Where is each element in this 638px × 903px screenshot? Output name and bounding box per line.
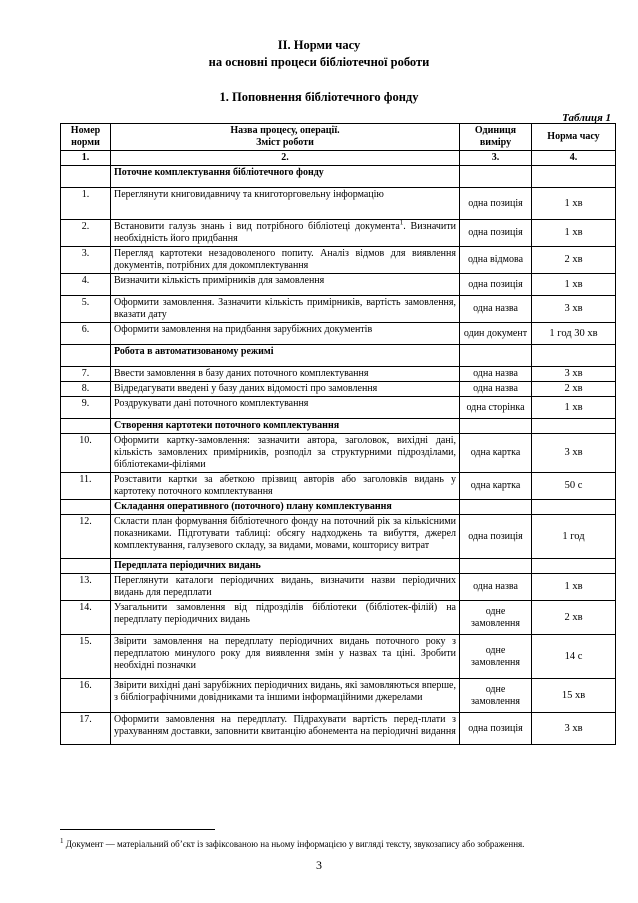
row-name-text: Звірити вихідні дані зарубіжних періодичних видань, які замовляються вперше, з бібліографічними довідниками та іншими інформаційними джерелами: [114, 680, 456, 703]
row-unit: одна назва: [460, 296, 532, 323]
row-unit: один документ: [460, 323, 532, 345]
row-time: 2 хв: [532, 601, 616, 635]
row-time: 3 хв: [532, 434, 616, 473]
section-empty-cell: [532, 559, 616, 574]
row-time: 3 хв: [532, 296, 616, 323]
table-label: Таблиця 1: [562, 112, 611, 124]
section-row: [61, 345, 616, 367]
row-number: 17.: [61, 713, 111, 745]
row-time: 50 с: [532, 473, 616, 500]
row-name-text: Оформити замовлення на придбання зарубіжних документів: [114, 324, 373, 335]
table-row: [61, 296, 616, 323]
header-unit: Одиниця виміру: [460, 124, 532, 151]
row-unit: одна картка: [460, 473, 532, 500]
row-number: 4.: [61, 274, 111, 296]
row-unit: одна позиція: [460, 713, 532, 745]
table-row: [61, 367, 616, 382]
row-unit: одна назва: [460, 367, 532, 382]
section-row: [61, 419, 616, 434]
column-number-4: 4.: [532, 151, 616, 166]
table-row: [61, 679, 616, 713]
header-name-line1: Назва процесу, операції.: [230, 125, 340, 136]
row-name: [111, 188, 460, 220]
header-name-line2: Зміст роботи: [256, 137, 314, 148]
section-row: [61, 166, 616, 188]
section-title-cell: Робота в автоматизованому режимі: [111, 345, 460, 367]
section-row: [61, 500, 616, 515]
row-name: [111, 473, 460, 500]
row-name-text: Звірити замовлення на передплату періодичних видань поточного року з передплатою минулого року для виявлення змін у назвах та ціні. Зробити необхідні позначки: [114, 636, 456, 671]
column-number-row: [61, 151, 616, 166]
table-row: [61, 713, 616, 745]
section-empty-cell: [532, 500, 616, 515]
row-name: [111, 367, 460, 382]
row-number: 10.: [61, 434, 111, 473]
table-row: [61, 574, 616, 601]
row-name-text: Оформити замовлення. Зазначити кількість примірників, вартість замовлення, вказати дату: [114, 297, 456, 320]
row-unit: одна позиція: [460, 188, 532, 220]
row-number: 3.: [61, 247, 111, 274]
row-name-text: Відредагувати введені у базу даних відомості про замовлення: [114, 383, 378, 394]
row-time: 2 хв: [532, 247, 616, 274]
row-name-text: Розставити картки за абеткою прізвищ авторів або заголовків видань у картотеку поточного комплектування: [114, 474, 456, 497]
footnote-reference: 1: [399, 218, 404, 227]
table-row: [61, 382, 616, 397]
row-number: 7.: [61, 367, 111, 382]
row-unit: одна позиція: [460, 220, 532, 247]
row-unit: одна назва: [460, 574, 532, 601]
row-name-text: Ввести замовлення в базу даних поточного комплектування: [114, 368, 369, 379]
footnote-divider: [60, 829, 215, 830]
row-unit: одна позиція: [460, 274, 532, 296]
row-time: 1 хв: [532, 574, 616, 601]
row-number: 14.: [61, 601, 111, 635]
row-name: [111, 635, 460, 679]
section-empty-cell: [460, 419, 532, 434]
table-row: [61, 434, 616, 473]
section-empty-cell: [460, 559, 532, 574]
section-title-cell: Передплата періодичних видань: [111, 559, 460, 574]
table-row: [61, 473, 616, 500]
column-number-1: 1.: [61, 151, 111, 166]
row-time: 14 с: [532, 635, 616, 679]
footnote-text: Документ — матеріальний об’єкт із зафіксованою на ньому інформацією у вигляді тексту, звукозапису або зображення.: [63, 839, 525, 849]
row-number: 11.: [61, 473, 111, 500]
table-row: [61, 323, 616, 345]
section-empty-cell: [532, 166, 616, 188]
footnote-mark: 1: [60, 837, 64, 845]
row-name: [111, 713, 460, 745]
table-row: [61, 188, 616, 220]
row-name: [111, 574, 460, 601]
row-unit: одне замовлення: [460, 601, 532, 635]
row-name: [111, 679, 460, 713]
row-unit: одне замовлення: [460, 635, 532, 679]
norms-table: [60, 123, 616, 745]
row-unit: одна позиція: [460, 515, 532, 559]
column-number-3: 3.: [460, 151, 532, 166]
header-number: Номер норми: [61, 124, 111, 151]
row-name: [111, 434, 460, 473]
row-name: [111, 397, 460, 419]
row-name-text: Переглянути книговидавничу та книготорговельну інформацію: [114, 189, 384, 200]
section-row: [61, 559, 616, 574]
header-time: Норма часу: [532, 124, 616, 151]
table-row: [61, 515, 616, 559]
row-unit: одна сторінка: [460, 397, 532, 419]
row-number: 6.: [61, 323, 111, 345]
row-name-text: Узагальнити замовлення від підрозділів бібліотеки (бібліотек-філій) на передплату періодичних видань: [114, 602, 456, 625]
section-empty-cell: [61, 500, 111, 515]
section-empty-cell: [61, 166, 111, 188]
chapter-title: ІІ. Норми часу: [277, 38, 361, 52]
section-empty-cell: [460, 345, 532, 367]
row-name-text: Встановити галузь знань і вид потрібного бібліотеці документа: [114, 221, 400, 232]
row-name-text: Оформити картку-замовлення: зазначити автора, заголовок, вихідні дані, кількість замовлених примірників, розподіл за структурними підрозділами, бібліотеками-філіями: [114, 435, 456, 470]
row-name: [111, 296, 460, 323]
row-name-text: Скласти план формування бібліотечного фонду на поточний рік за кількісними показниками. Підготувати таблиці: обсягу надходжень та вибуття, джерел комплектування, галузевого складу, за видами, мовами, кошторису витрат: [114, 516, 456, 551]
section-empty-cell: [61, 419, 111, 434]
table-header-row: [61, 124, 616, 151]
row-unit: одна назва: [460, 382, 532, 397]
row-number: 15.: [61, 635, 111, 679]
row-name: [111, 382, 460, 397]
section-empty-cell: [61, 345, 111, 367]
row-name: [111, 515, 460, 559]
section-title-cell: Поточне комплектування бібліотечного фонду: [111, 166, 460, 188]
row-number: 2.: [61, 220, 111, 247]
section-empty-cell: [460, 500, 532, 515]
row-number: 13.: [61, 574, 111, 601]
table-row: [61, 220, 616, 247]
page-number: 3: [316, 858, 322, 872]
row-number: 16.: [61, 679, 111, 713]
table-row: [61, 397, 616, 419]
row-number: 12.: [61, 515, 111, 559]
section-empty-cell: [460, 166, 532, 188]
row-time: 3 хв: [532, 713, 616, 745]
row-time: 1 год: [532, 515, 616, 559]
row-name-text: Оформити замовлення на передплату. Підрахувати вартість перед-плати з урахуванням доставки, заповнити квитанцію абонемента на періодичні видання: [114, 714, 456, 737]
row-number: 1.: [61, 188, 111, 220]
row-time: 3 хв: [532, 367, 616, 382]
row-name-text: Переглянути каталоги періодичних видань, визначити назви періодичних видань для передплати: [114, 575, 456, 598]
column-number-2: 2.: [111, 151, 460, 166]
row-name-text-continued: . Визначити необхідність його придбання: [114, 221, 456, 244]
row-number: 5.: [61, 296, 111, 323]
row-time: 15 хв: [532, 679, 616, 713]
row-name: [111, 220, 460, 247]
row-name: [111, 274, 460, 296]
table-row: [61, 247, 616, 274]
row-unit: одне замовлення: [460, 679, 532, 713]
header-name: [111, 124, 460, 151]
row-time: 1 хв: [532, 397, 616, 419]
section-empty-cell: [532, 345, 616, 367]
section-empty-cell: [61, 559, 111, 574]
row-time: 1 год 30 хв: [532, 323, 616, 345]
row-time: 2 хв: [532, 382, 616, 397]
row-unit: одна картка: [460, 434, 532, 473]
table-row: [61, 635, 616, 679]
footnote: [60, 836, 620, 850]
table-row: [61, 601, 616, 635]
row-name-text: Роздрукувати дані поточного комплектування: [114, 398, 309, 409]
section-title: 1. Поповнення бібліотечного фонду: [219, 90, 419, 104]
row-time: 1 хв: [532, 220, 616, 247]
row-number: 9.: [61, 397, 111, 419]
row-name: [111, 247, 460, 274]
row-name-text: Визначити кількість примірників для замовлення: [114, 275, 325, 286]
chapter-subtitle: на основні процеси бібліотечної роботи: [208, 55, 430, 69]
section-title-cell: Створення картотеки поточного комплектування: [111, 419, 460, 434]
row-name: [111, 323, 460, 345]
row-name-text: Перегляд картотеки незадоволеного попиту. Аналіз відмов для виявлення документів, потрібних для докомплектування: [114, 248, 456, 271]
section-empty-cell: [532, 419, 616, 434]
row-time: 1 хв: [532, 274, 616, 296]
row-time: 1 хв: [532, 188, 616, 220]
section-title-cell: Складання оперативного (поточного) плану комплектування: [111, 500, 460, 515]
row-number: 8.: [61, 382, 111, 397]
row-unit: одна відмова: [460, 247, 532, 274]
row-name: [111, 601, 460, 635]
table-row: [61, 274, 616, 296]
